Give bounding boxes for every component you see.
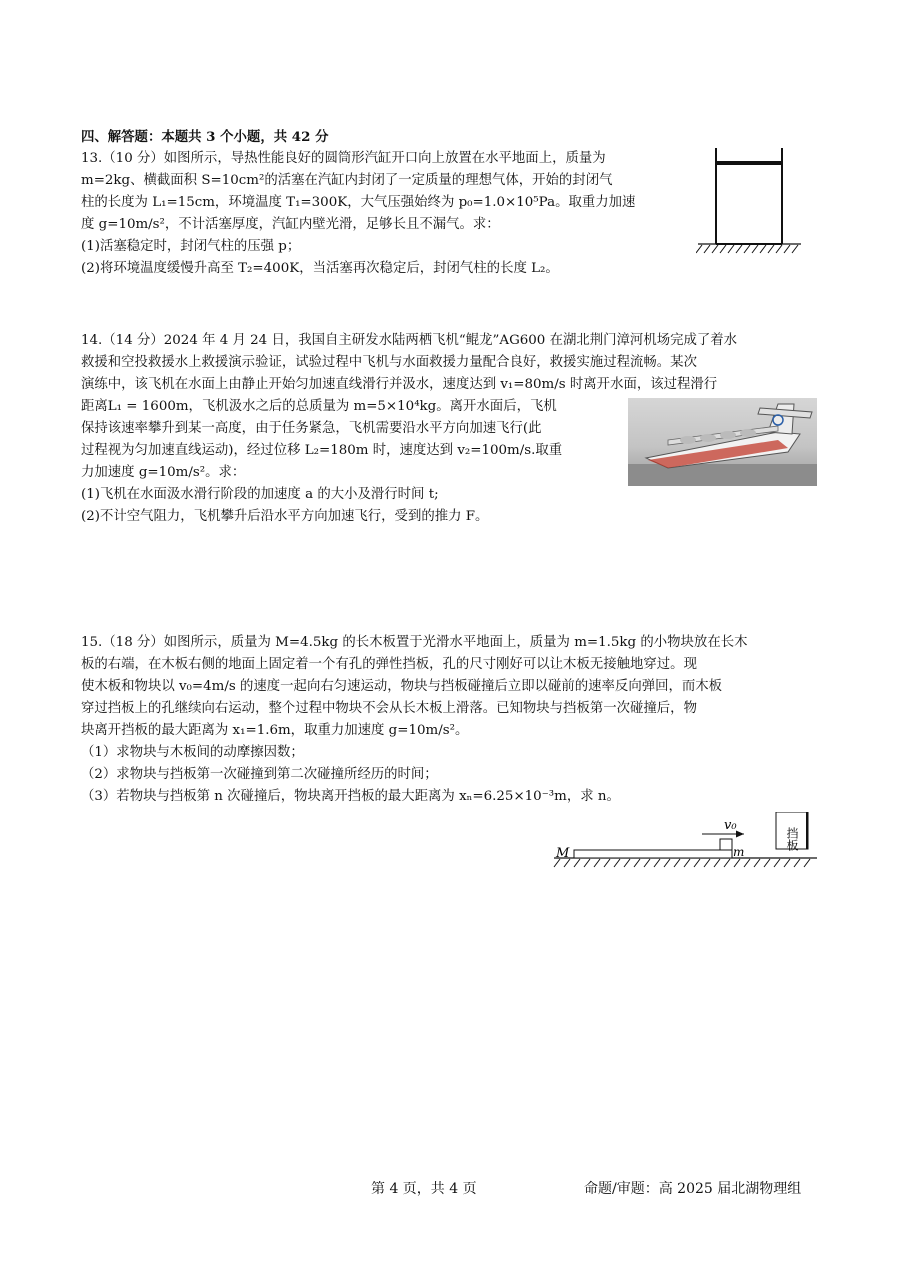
- q14-line: 保持该速率攀升到某一高度，由于任务紧急，飞机需要沿水平方向加速飞行(此: [81, 421, 542, 436]
- q13-line: (1)活塞稳定时，封闭气柱的压强 p；: [81, 239, 301, 254]
- piston: [717, 161, 781, 165]
- q14-line: (1)飞机在水面汲水滑行阶段的加速度 a 的大小及滑行时间 t;: [81, 487, 439, 502]
- small-block: [720, 839, 732, 850]
- aircraft-icon: [628, 398, 817, 486]
- page-number: 第 4 页，共 4 页: [371, 1181, 477, 1197]
- q13-line: (2)将环境温度缓慢升高至 T₂=400K，当活塞再次稳定后，封闭气柱的长度 L₂。: [81, 261, 559, 276]
- arrow-right-icon: [736, 831, 744, 838]
- q13-line: 13.（10 分）如图所示，导热性能良好的圆筒形汽缸开口向上放置在水平地面上，质量为: [81, 151, 606, 166]
- q13-line: 柱的长度为 L₁=15cm，环境温度 T₁=300K，大气压强始终为 p₀=1.0×10⁵Pa。取重力加速: [81, 195, 636, 210]
- q15-line: （1）求物块与木板间的动摩擦因数；: [81, 745, 304, 760]
- q13-line: m=2kg、横截面积 S=10cm²的活塞在汽缸内封闭了一定质量的理想气体，开始的封闭气: [81, 173, 613, 188]
- section-title: 四、解答题：本题共 3 个小题，共 42 分: [81, 129, 329, 145]
- q14-line: 距离L₁ = 1600m，飞机汲水之后的总质量为 m=5×10⁴kg。离开水面后，飞机: [81, 399, 557, 414]
- v0-label: v₀: [724, 818, 737, 833]
- q15-line: （3）若物块与挡板第 n 次碰撞后，物块离开挡板的最大距离为 xₙ=6.25×10⁻³m，求 n。: [81, 789, 620, 804]
- q15-line: 穿过挡板上的孔继续向右运动，整个过程中物块不会从长木板上滑落。已知物块与挡板第一次碰撞后，物: [81, 701, 697, 716]
- q14-line: 14.（14 分）2024 年 4 月 24 日，我国自主研发水陆两栖飞机“鲲龙”AG600 在湖北荆门漳河机场完成了着水: [81, 333, 738, 348]
- q15-line: 使木板和物块以 v₀=4m/s 的速度一起向右匀速运动，物块与挡板碰撞后立即以碰前的速率反向弹回，而木板: [81, 679, 723, 694]
- m-label: m: [733, 845, 745, 859]
- M-label: M: [556, 846, 570, 861]
- q15-line: （2）求物块与挡板第一次碰撞到第二次碰撞所经历的时间；: [81, 767, 438, 782]
- q14-line: (2)不计空气阻力，飞机攀升后沿水平方向加速飞行，受到的推力 F。: [81, 509, 489, 524]
- long-board: [574, 850, 732, 858]
- footer-author: 命题/审题：高 2025 届北湖物理组: [584, 1181, 802, 1197]
- q15-line: 块离开挡板的最大距离为 x₁=1.6m，取重力加速度 g=10m/s²。: [81, 723, 469, 738]
- q15-line: 15.（18 分）如图所示，质量为 M=4.5kg 的长木板置于光滑水平地面上，质量为 m=1.5kg 的小物块放在长木: [81, 635, 748, 650]
- q14-line: 救援和空投救援水上救援演示验证，试验过程中飞机与水面救援力量配合良好，救援实施过程流畅。某次: [81, 355, 697, 370]
- q15-line: 板的右端，在木板右侧的地面上固定着一个有孔的弹性挡板，孔的尺寸刚好可以让木板无接触地穿过。现: [81, 657, 697, 672]
- baffle-label: 挡板: [785, 827, 799, 851]
- q14-line: 过程视为匀加速直线运动)，经过位移 L₂=180m 时，速度达到 v₂=100m/s.取重: [81, 443, 563, 458]
- cylinder-diagram: [696, 140, 806, 260]
- q14-line: 演练中，该飞机在水面上由静止开始匀加速直线滑行并汲水，速度达到 v₁=80m/s 时离开水面，该过程滑行: [81, 377, 718, 392]
- q14-line: 力加速度 g=10m/s²。求：: [81, 465, 246, 480]
- board-block-diagram: [552, 812, 822, 872]
- amphibious-aircraft-photo: [628, 398, 817, 486]
- q13-line: 度 g=10m/s²，不计活塞厚度，汽缸内壁光滑，足够长且不漏气。求：: [81, 217, 500, 232]
